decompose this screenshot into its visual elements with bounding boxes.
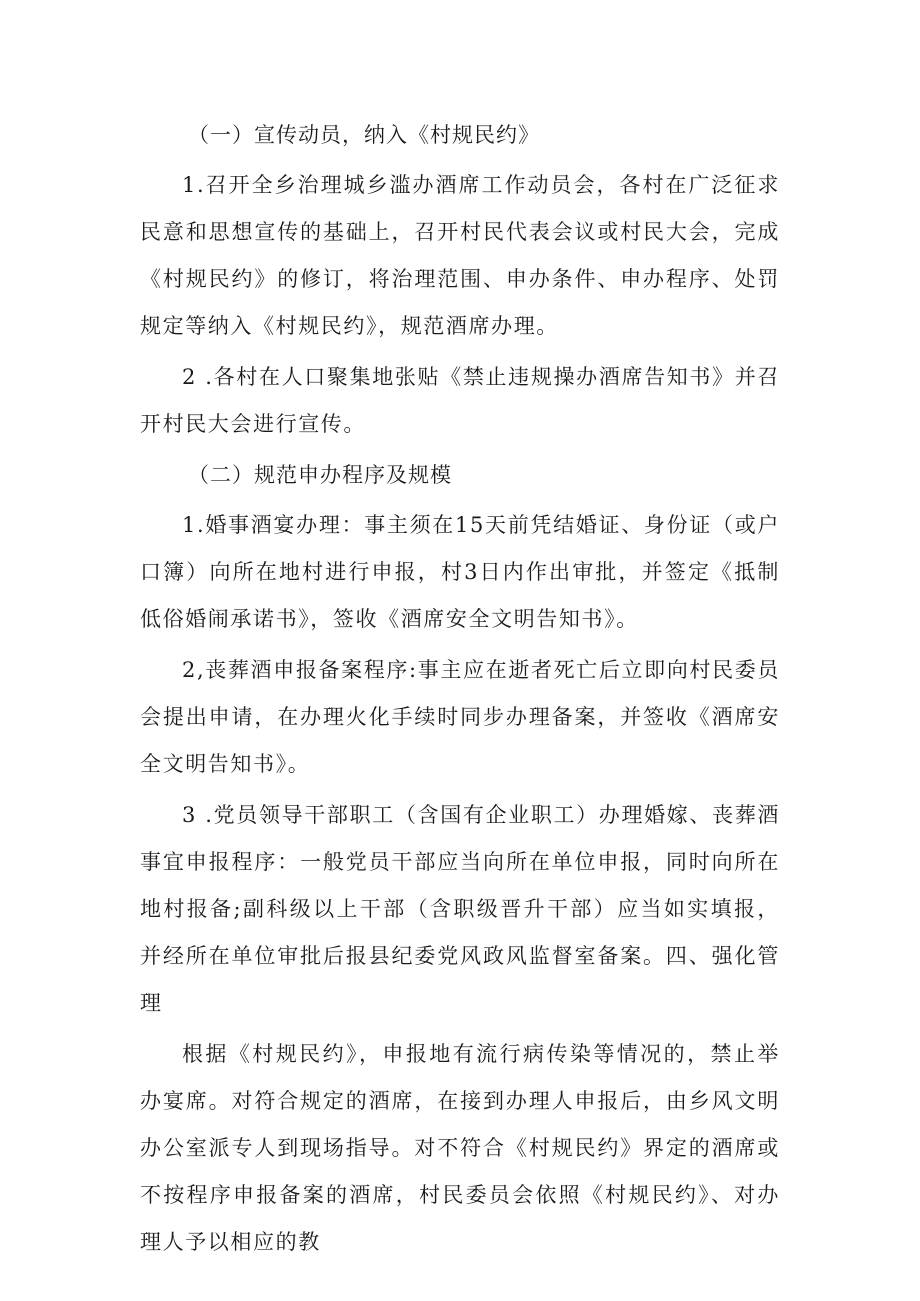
paragraph-1-2: 2 .各村在人口聚集地张贴《禁止违规操办酒席告知书》并召开村民大会进行宣传。 — [140, 365, 780, 436]
section-heading-1: （一）宣传动员，纳入《村规民约》 — [188, 123, 540, 147]
document-page — [140, 112, 780, 1266]
paragraph-2-3: 3 .党员领导干部职工（含国有企业职工）办理婚嫁、丧葬酒事宜申报程序：一般党员干部应当向所在单位申报，同时向所在地村报备;副科级以上干部（含职级晋升干部）应当如实填报，并经所在单位审批后报县纪委党风政风监督室备案。四、强化管理 — [140, 803, 780, 1015]
paragraph-2-2: 2,丧葬酒申报备案程序:事主应在逝者死亡后立即向村民委员会提出申请，在办理火化手续时同步办理备案，并签收《酒席安全文明告知书》。 — [140, 658, 780, 776]
paragraph-1-1: 1.召开全乡治理城乡滥办酒席工作动员会，各村在广泛征求民意和思想宣传的基础上，召开村民代表会议或村民大会，完成《村规民约》的修订，将治理范围、申办条件、申办程序、处罚规定等纳入《村规民约》，规范酒席办理。 — [140, 173, 780, 338]
paragraph-2-1: 1.婚事酒宴办理：事主须在15天前凭结婚证、身份证（或户口簿）向所在地村进行申报，村3日内作出审批，并签定《抵制低俗婚闹承诺书》，签收《酒席安全文明告知书》。 — [140, 513, 780, 631]
section-heading-2: （二）规范申办程序及规模 — [188, 463, 452, 487]
paragraph-2-4: 根据《村规民约》，申报地有流行病传染等情况的，禁止举办宴席。对符合规定的酒席，在接到办理人申报后，由乡风文明办公室派专人到现场指导。对不符合《村规民约》界定的酒席或不按程序申报备案的酒席，村民委员会依照《村规民约》、对办理人予以相应的教 — [140, 1042, 780, 1254]
